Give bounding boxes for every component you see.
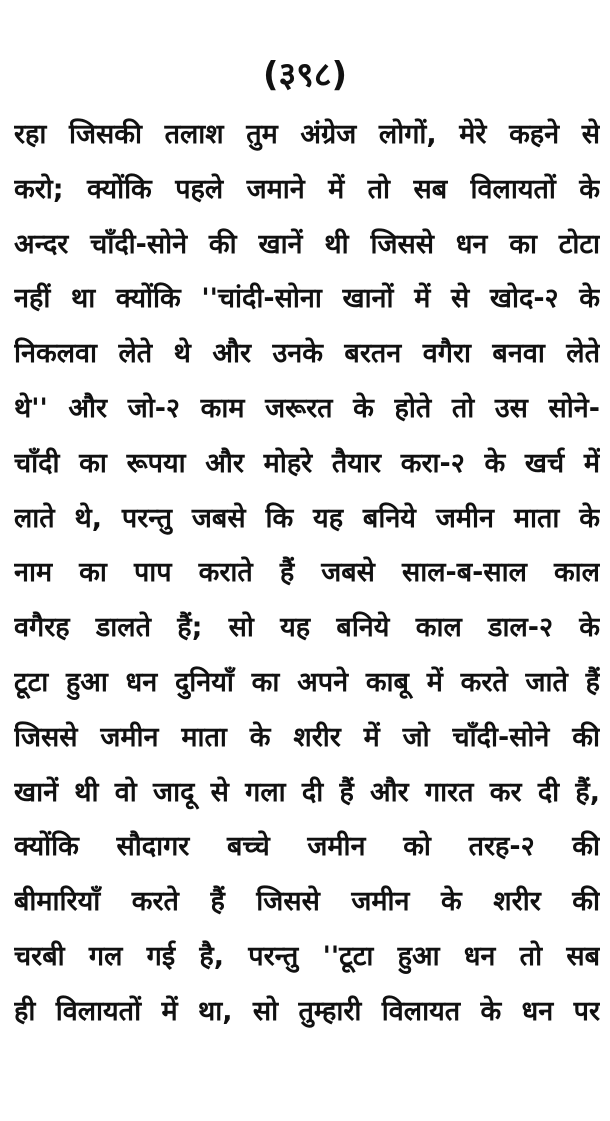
text-line: जिससे जमीन माता के शरीर में जो चाँदी-सोने की	[14, 721, 600, 753]
text-line: टूटा हुआ धन दुनियाँ का अपने काबू में करते जाते हैं	[14, 666, 600, 698]
text-line: क्योंकि सौदागर बच्चे जमीन को तरह-२ की	[14, 831, 600, 863]
text-line: करो; क्योंकि पहले जमाने में तो सब विलायतों के	[14, 173, 600, 205]
text-line: थे'' और जो-२ काम जरूरत के होते तो उस सोने-	[14, 392, 600, 424]
text-line: लाते थे, परन्तु जबसे कि यह बनिये जमीन माता के	[14, 502, 600, 534]
text-line: रहा जिसकी तलाश तुम अंग्रेज लोगों, मेरे कहने से	[14, 119, 600, 150]
text-line: नहीं था क्योंकि ''चांदी-सोना खानों में से खोद-२ के	[14, 283, 600, 315]
body-text	[14, 108, 600, 1040]
text-line: ही विलायतों में था, सो तुम्हारी विलायत के धन पर	[14, 995, 600, 1027]
text-line: वगैरह डालते हैं; सो यह बनिये काल डाल-२ के	[14, 612, 600, 644]
text-line: नाम का पाप कराते हैं जबसे साल-ब-साल काल	[14, 557, 600, 589]
text-line: खानें थी वो जादू से गला दी हैं और गारत कर दी हैं,	[14, 776, 600, 808]
text-line: चरबी गल गई है, परन्तु ''टूटा हुआ धन तो सब	[14, 940, 600, 972]
text-line: बीमारियाँ करते हैं जिससे जमीन के शरीर की	[14, 886, 600, 918]
text-line: चाँदी का रूपया और मोहरे तैयार करा-२ के खर्च में	[14, 447, 600, 479]
page-number: (३९८)	[262, 55, 348, 95]
text-line: अन्दर चाँदी-सोने की खानें थी जिससे धन का टोटा	[14, 228, 600, 260]
text-line: निकलवा लेते थे और उनके बरतन वगैरा बनवा लेते	[14, 338, 600, 370]
